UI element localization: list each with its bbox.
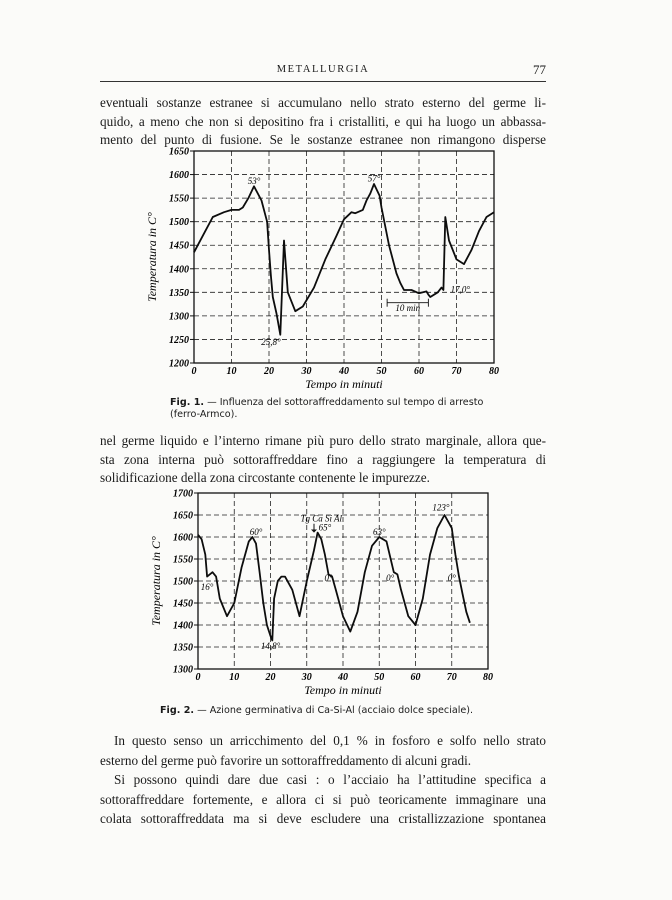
x-tick-label: 30	[301, 366, 312, 377]
text-line: quido, a meno che non si depositino fra i cristalliti, e qui ha luogo un abbassa-	[100, 113, 546, 129]
x-tick-label: 20	[265, 672, 276, 683]
y-tick-label: 1200	[169, 358, 189, 370]
running-title: METALLURGIA	[276, 64, 370, 75]
x-tick-label: 60	[414, 366, 424, 377]
y-tick-label: 1500	[173, 576, 193, 588]
header-rule	[100, 81, 546, 82]
x-tick-label: 40	[339, 366, 349, 377]
y-tick-label: 1650	[173, 510, 193, 522]
y-tick-label: 1650	[169, 146, 189, 158]
text-line: sta zona interna può sottoraffreddare fino a raggiungere la temperatura di	[100, 451, 546, 467]
paragraph-1	[100, 94, 546, 150]
x-axis-label: Tempo in minuti	[305, 377, 383, 390]
text-line: eventuali sostanze estranee si accumulano nello strato esterno del germe li-	[100, 95, 546, 110]
figure-1-caption-text-2: (ferro-Armco).	[170, 409, 238, 420]
x-tick-label: 50	[376, 366, 387, 377]
series-line	[198, 515, 470, 640]
annotation-label: 16°	[200, 581, 214, 592]
text-line: In questo senso un arricchimento del 0,1 % in fosforo e solfo nello strato	[114, 733, 546, 748]
annotation-label: 53°	[247, 175, 261, 186]
paragraph-2	[100, 432, 546, 488]
y-tick-label: 1350	[169, 287, 189, 299]
annotation-label: 63°	[372, 526, 386, 537]
x-tick-label: 20	[264, 366, 274, 377]
x-tick-label: 50	[374, 672, 385, 683]
annotation-label: 10 min	[395, 303, 421, 314]
x-axis-label: Tempo in minuti	[304, 683, 382, 697]
y-tick-label: 1450	[173, 598, 193, 610]
x-tick-label: 70	[446, 672, 457, 683]
x-tick-label: 10	[229, 672, 240, 683]
annotation-label: 0°	[386, 573, 395, 583]
y-tick-label: 1500	[169, 217, 189, 229]
figure-1-chart	[140, 145, 510, 390]
paragraph-3	[100, 731, 546, 829]
annotation-label: 57°	[367, 173, 381, 184]
y-tick-label: 1600	[173, 532, 193, 544]
y-tick-label: 1350	[173, 642, 193, 654]
figure-2-caption	[160, 705, 520, 717]
figure-1-label: Fig. 1.	[170, 397, 205, 408]
y-tick-label: 1400	[173, 620, 193, 632]
arrow-head	[311, 530, 317, 533]
text-line: mento del punto di fusione. Se le sostanze estranee non rimangono disperse	[100, 132, 546, 147]
x-tick-label: 0	[195, 672, 201, 683]
x-tick-label: 70	[451, 366, 462, 377]
x-tick-label: 10	[226, 366, 237, 377]
text-line: nel germe liquido e l’interno rimane più puro dello strato marginale, allora que-	[100, 433, 546, 448]
y-tick-label: 1300	[169, 311, 189, 323]
x-tick-label: 80	[483, 672, 493, 683]
annotation-label: 25,8°	[261, 337, 281, 348]
text-line: Si possono quindi dare due casi : o l’acciaio ha l’attitudine specifica a	[114, 772, 546, 787]
text-line: sottoraffreddare fortemente, e allora ci si può teoricamente immaginare una	[100, 791, 546, 807]
x-tick-label: 40	[338, 672, 348, 683]
annotation-label: 0°	[447, 573, 456, 583]
figure-2-caption-text: — Azione germinativa di Ca-Si-Al (acciaio dolce speciale).	[194, 705, 474, 716]
y-tick-label: 1550	[169, 193, 189, 205]
annotation-label: 0°	[324, 573, 333, 583]
annotation-label: 123°	[432, 502, 450, 513]
x-tick-label: 60	[410, 672, 421, 683]
y-axis-label: Temperatura in C°	[149, 536, 163, 626]
x-tick-label: 0	[191, 366, 197, 377]
annotation-label: 14,8°	[260, 641, 281, 652]
text-line: colata sottoraffreddata ma si deve escludere una cristallizzazione spontanea	[100, 811, 546, 826]
y-axis-label: Temperatura in C°	[145, 212, 159, 302]
figure-1-caption	[170, 397, 500, 421]
annotation-label: 17,0°	[450, 284, 470, 295]
page-number: 77	[533, 62, 546, 77]
x-tick-label: 80	[489, 366, 499, 377]
y-tick-label: 1600	[169, 170, 189, 182]
y-tick-label: 1550	[173, 554, 193, 566]
text-line: esterno del germe può favorire un sottoraffreddamento di alcuni gradi.	[100, 752, 472, 768]
figure-2-label: Fig. 2.	[160, 705, 195, 716]
running-header	[100, 62, 546, 80]
y-tick-label: 1450	[169, 240, 189, 252]
figure-2-chart	[140, 488, 510, 703]
y-tick-label: 1250	[169, 334, 189, 346]
text-line: solidificazione della zona circostante contenente le impurezze.	[100, 470, 430, 485]
annotation-label: 60°	[249, 526, 263, 537]
figure-1-caption-text: — Influenza del sottoraffreddamento sul tempo di arresto	[204, 397, 484, 408]
y-tick-label: 1300	[173, 664, 193, 676]
annotation-label: Tg Ca Si Al	[300, 513, 343, 524]
annotation-label: 65°	[318, 522, 332, 533]
x-tick-label: 30	[301, 672, 312, 683]
y-tick-label: 1700	[173, 488, 193, 500]
y-tick-label: 1400	[169, 264, 189, 276]
